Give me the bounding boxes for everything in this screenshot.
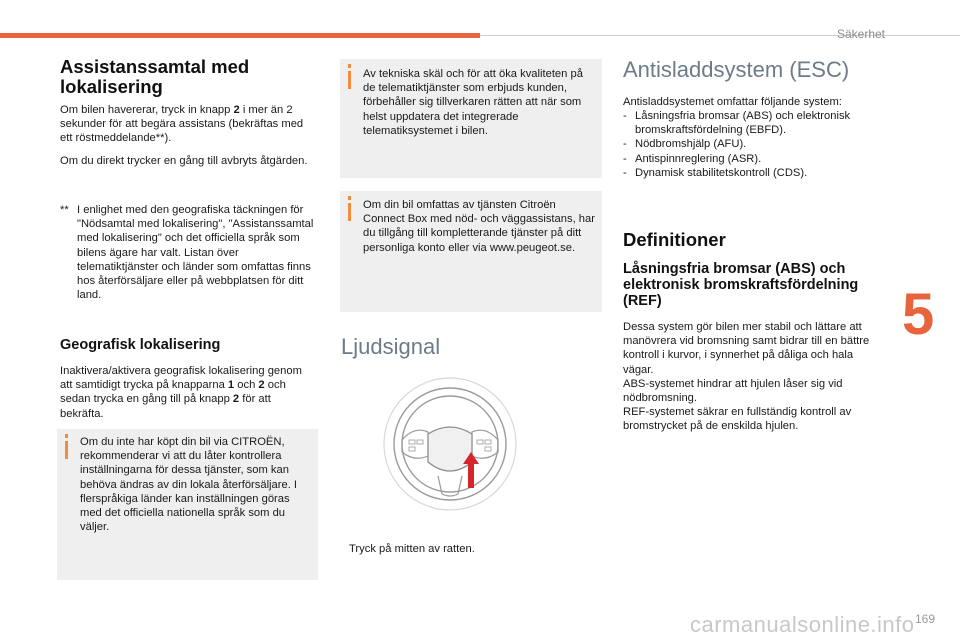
title-esc: Antisladdsystem (ESC)	[623, 57, 850, 82]
info-box-telematics	[340, 59, 602, 178]
title-assistance-call: Assistanssamtal med lokalisering	[60, 56, 250, 97]
steering-wheel-illustration	[382, 376, 518, 512]
abs-description: Dessa system gör bilen mer stabil och lättare att manövrera vid bromsning samt bidrar till en bättre kontroll i kurvor, i synnerhet på dåliga och hala vägar. ABS-systemet hindrar att hjulen låser sig vid nödbromsning. REF-systemet säkrar en fullständig kontroll av bromstrycket på de enskilda hjulen.	[623, 321, 870, 433]
paragraph-geo-location: Inaktivera/aktivera geografisk lokalisering genom att samtidigt trycka på knapparna 1 och 2 och sedan trycka en gång till på knapp 2 för att bekräfta.	[60, 365, 302, 420]
info-icon	[65, 441, 68, 459]
title-abs: Låsningsfria bromsar (ABS) och elektronisk bromskraftsfördelning (REF)	[623, 261, 859, 309]
chapter-number: 5	[902, 282, 935, 347]
list-item: - Dynamisk stabilitetskontroll (CDS).	[623, 166, 808, 179]
title-geo-location: Geografisk lokalisering	[60, 337, 221, 353]
info-icon	[348, 71, 351, 89]
title-horn: Ljudsignal	[341, 334, 441, 359]
list-item: - Låsningsfria bromsar (ABS) och elektronisk bromskraftsfördelning (EBFD).	[623, 110, 851, 137]
paragraph-cancel: Om du direkt trycker en gång till avbryts åtgärden.	[60, 155, 308, 167]
page-number: 169	[915, 612, 936, 626]
info-box-connect-box	[340, 191, 602, 312]
section-label: Säkerhet	[836, 27, 885, 41]
footnote-text: I enlighet med den geografiska täckningen för "Nödsamtal med lokalisering", "Assistanssamtal med lokalisering" och det officiella språk som bilens ägare har valt. Listan över telematiktjänster och länder som omfattas finns hos återförsäljare eller på webbplatsen för ditt land.	[77, 204, 314, 302]
esc-intro: Antisladdsystemet omfattar följande system:	[623, 96, 842, 108]
caption-text: Tryck på mitten av ratten.	[349, 543, 475, 555]
caption-horn	[343, 543, 475, 555]
list-item: - Nödbromshjälp (AFU).	[623, 138, 747, 151]
header-rule	[480, 35, 960, 36]
header-accent-bar	[0, 33, 480, 38]
list-item: - Antispinnreglering (ASR).	[623, 152, 762, 165]
footnote	[60, 203, 318, 302]
info-text-connect-box: Om din bil omfattas av tjänsten Citroën Connect Box med nöd- och väggassistans, har du tillgång till kompletterande tjänster på ditt personliga konto eller via www.peugeot.se.	[363, 199, 595, 254]
esc-list	[623, 109, 893, 180]
up-arrow-icon	[463, 452, 479, 488]
paragraph-assistance: Om bilen havererar, tryck in knapp 2 i mer än 2 sekunder för att begära assistans (bekräftas med ett röstmeddelande**).	[60, 104, 304, 145]
info-text-citroen: Om du inte har köpt din bil via CITROËN, rekommenderar vi att du låter kontrollera inställningarna för dessa tjänster, som kan behöva ändras av din lokala återförsäljare. I flerspråkiga länder kan inställningen göras med det officiella nationella språk som du väljer.	[80, 436, 298, 534]
title-definitions: Definitioner	[623, 229, 726, 250]
watermark: carmanualsonline.info	[690, 612, 915, 637]
footnote-mark: **	[60, 204, 69, 216]
info-box-citroen	[57, 429, 318, 580]
info-icon	[348, 203, 351, 221]
info-text-telematics: Av tekniska skäl och för att öka kvaliteten på de telematiktjänster som erbjuds kunden, förbehåller sig tillverkaren rätten att när som helst uppdatera det integrerade telematiksystemet i bilen.	[363, 68, 583, 137]
